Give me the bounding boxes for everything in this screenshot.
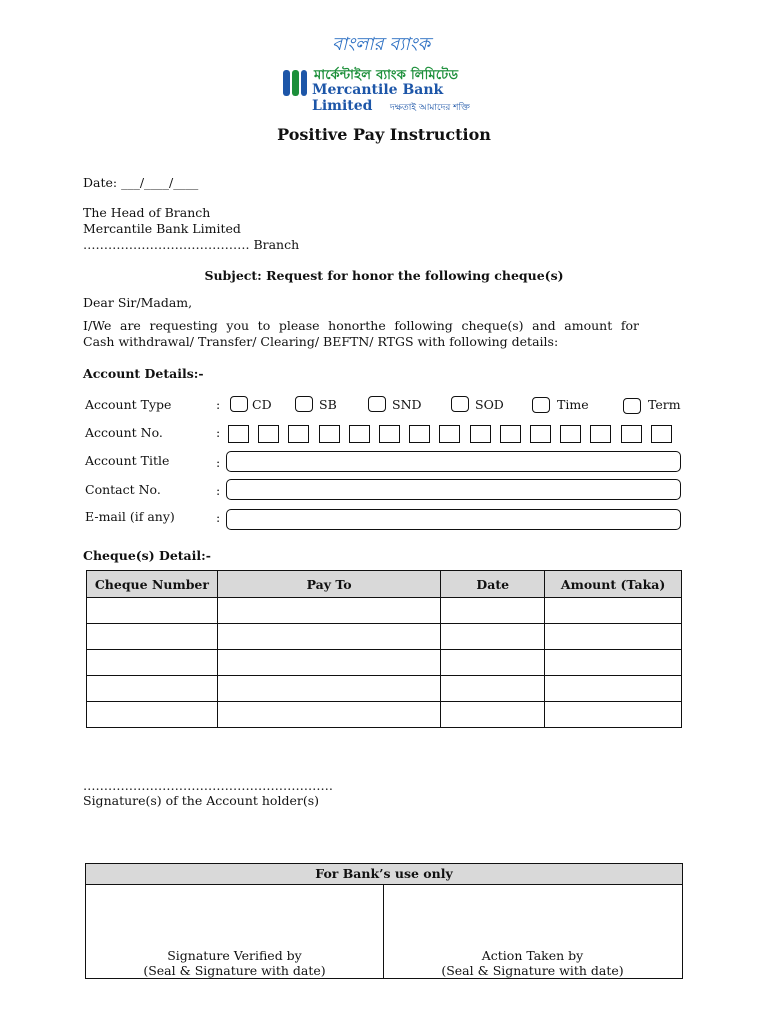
- pay-to-cell[interactable]: [217, 702, 441, 728]
- salutation: Dear Sir/Madam,: [83, 295, 193, 310]
- email-label: E-mail (if any): [85, 509, 175, 524]
- account-no-colon: :: [216, 425, 221, 440]
- account-no-digit-box[interactable]: [319, 425, 340, 443]
- account-no-digit-box[interactable]: [228, 425, 249, 443]
- signature-label: Signature(s) of the Account holder(s): [83, 793, 319, 808]
- account-no-label: Account No.: [85, 425, 163, 440]
- checkbox-sod[interactable]: [451, 396, 469, 412]
- date-cell[interactable]: [441, 676, 545, 702]
- account-type-time-label: Time: [557, 397, 589, 412]
- account-no-digit-box[interactable]: [379, 425, 400, 443]
- logo-script-text: বাংলার ব্যাংক: [332, 34, 431, 55]
- mercantile-logo-icon: [282, 68, 308, 98]
- amount-cell[interactable]: [545, 702, 682, 728]
- column-header-cheque-number: Cheque Number: [87, 571, 218, 598]
- date-cell[interactable]: [441, 702, 545, 728]
- checkbox-time[interactable]: [532, 397, 550, 413]
- account-title-colon: :: [216, 455, 221, 470]
- account-no-digit-box[interactable]: [409, 425, 430, 443]
- body-line-2: Cash withdrawal/ Transfer/ Clearing/ BEFTN/ RTGS with following details:: [83, 334, 559, 349]
- account-details-heading: Account Details:-: [83, 366, 204, 381]
- pay-to-cell[interactable]: [217, 598, 441, 624]
- action-taken-note: (Seal & Signature with date): [441, 963, 624, 978]
- table-row: [87, 650, 682, 676]
- cheque-number-cell[interactable]: [87, 624, 218, 650]
- date-cell[interactable]: [441, 624, 545, 650]
- logo-tagline: দক্ষতাই আমাদের শক্তি: [390, 103, 470, 113]
- signature-verified-cell: [86, 948, 383, 978]
- checkbox-term[interactable]: [623, 398, 641, 414]
- amount-cell[interactable]: [545, 624, 682, 650]
- pay-to-cell[interactable]: [217, 676, 441, 702]
- column-header-amount: Amount (Taka): [545, 571, 682, 598]
- action-taken-label: Action Taken by: [481, 948, 584, 963]
- account-type-label: Account Type: [85, 397, 172, 412]
- logo-english-name: Mercantile Bank Limited: [312, 82, 444, 114]
- date-cell[interactable]: [441, 598, 545, 624]
- account-no-digit-box[interactable]: [470, 425, 491, 443]
- subject-line: Subject: Request for honor the following cheque(s): [204, 268, 564, 283]
- account-no-digit-box[interactable]: [590, 425, 611, 443]
- account-no-digit-box[interactable]: [530, 425, 551, 443]
- checkbox-cd[interactable]: [230, 396, 248, 412]
- body-line-1: I/We are requesting you to please honorthe following cheque(s) and amount for: [83, 318, 639, 333]
- cheque-number-cell[interactable]: [87, 676, 218, 702]
- cheque-number-cell[interactable]: [87, 702, 218, 728]
- account-no-digit-box[interactable]: [651, 425, 672, 443]
- contact-no-field[interactable]: [226, 479, 681, 500]
- date-line: Date: ___/____/____: [83, 175, 199, 190]
- cheque-number-cell[interactable]: [87, 598, 218, 624]
- cheque-table: [86, 570, 682, 728]
- table-row: [87, 624, 682, 650]
- account-type-sod-label: SOD: [475, 397, 504, 412]
- logo-bangla-name: মার্কেন্টাইল ব্যাংক লিমিটেড: [314, 68, 459, 83]
- contact-no-colon: :: [216, 483, 221, 498]
- checkbox-snd[interactable]: [368, 396, 386, 412]
- amount-cell[interactable]: [545, 598, 682, 624]
- cheque-number-cell[interactable]: [87, 650, 218, 676]
- account-no-digit-box[interactable]: [439, 425, 460, 443]
- account-no-digit-box[interactable]: [500, 425, 521, 443]
- email-field[interactable]: [226, 509, 681, 530]
- account-no-digit-box[interactable]: [349, 425, 370, 443]
- page-title: Positive Pay Instruction: [277, 125, 491, 144]
- column-header-pay-to: Pay To: [217, 571, 441, 598]
- email-colon: :: [216, 510, 221, 525]
- column-header-date: Date: [441, 571, 545, 598]
- account-type-term-label: Term: [648, 397, 681, 412]
- cheque-details-heading: Cheque(s) Detail:-: [83, 548, 211, 563]
- date-cell[interactable]: [441, 650, 545, 676]
- pay-to-cell[interactable]: [217, 650, 441, 676]
- account-title-field[interactable]: [226, 451, 681, 472]
- action-taken-cell: [384, 948, 681, 978]
- checkbox-sb[interactable]: [295, 396, 313, 412]
- address-line-2: Mercantile Bank Limited: [83, 221, 241, 236]
- account-no-digit-box[interactable]: [258, 425, 279, 443]
- signature-verified-note: (Seal & Signature with date): [143, 963, 326, 978]
- signature-dots: ……………………………………………………: [83, 778, 333, 793]
- table-row: [87, 598, 682, 624]
- bank-use-heading: For Bank’s use only: [86, 864, 682, 885]
- account-type-sb-label: SB: [319, 397, 337, 412]
- account-type-colon: :: [216, 397, 221, 412]
- account-no-digit-box[interactable]: [288, 425, 309, 443]
- amount-cell[interactable]: [545, 650, 682, 676]
- amount-cell[interactable]: [545, 676, 682, 702]
- signature-verified-label: Signature Verified by: [167, 948, 302, 963]
- address-line-3: …………………………………. Branch: [83, 237, 300, 252]
- table-row: [87, 676, 682, 702]
- account-no-digit-box[interactable]: [621, 425, 642, 443]
- account-title-label: Account Title: [85, 453, 170, 468]
- contact-no-label: Contact No.: [85, 482, 161, 497]
- account-type-cd-label: CD: [252, 397, 272, 412]
- account-no-digit-box[interactable]: [560, 425, 581, 443]
- address-line-1: The Head of Branch: [83, 205, 211, 220]
- account-type-snd-label: SND: [392, 397, 422, 412]
- bank-use-box: [85, 863, 683, 979]
- bank-logo: [280, 30, 488, 114]
- pay-to-cell[interactable]: [217, 624, 441, 650]
- table-row: [87, 702, 682, 728]
- cheque-table-header-row: [87, 571, 682, 598]
